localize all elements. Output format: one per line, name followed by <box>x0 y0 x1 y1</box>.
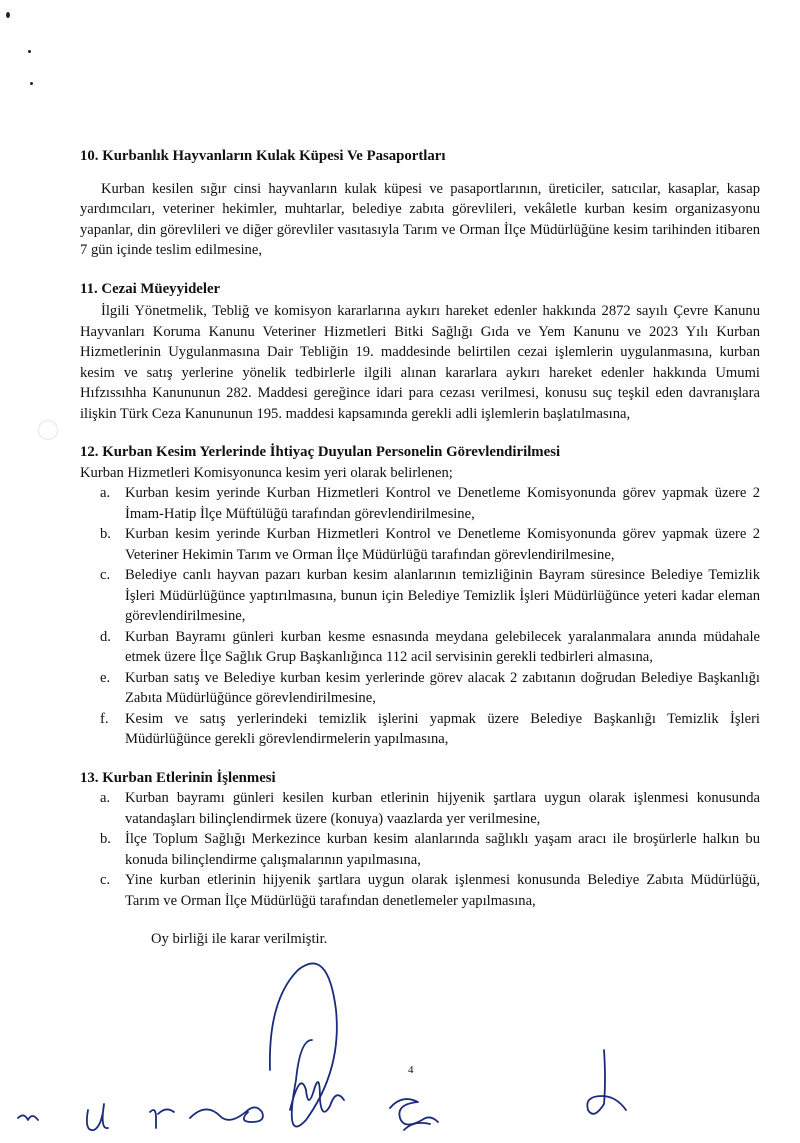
scan-mark <box>6 12 10 18</box>
signature-strokes <box>18 963 626 1130</box>
section-11-title: 11. Cezai Müeyyideler <box>80 280 221 297</box>
list-item-text: İlçe Toplum Sağlığı Merkezince kurban kesim alanlarında sağlıklı yaşam aracı ile broşürlerle halkın bu konuda bilinçlendirme çalışmalarının yapılmasına, <box>125 831 760 868</box>
section-10-title: 10. Kurbanlık Hayvanların Kulak Küpesi Ve Pasaportları <box>80 148 446 164</box>
list-item <box>80 788 760 829</box>
signature-2 <box>87 1104 108 1130</box>
list-item-label: d. <box>100 628 111 645</box>
list-item <box>80 709 760 750</box>
list-item-label: b. <box>100 831 111 847</box>
signature-4 <box>190 1107 263 1122</box>
signature-6 <box>290 1082 344 1112</box>
signature-1 <box>18 1115 38 1120</box>
list-item-text: Kurban satış ve Belediye kurban kesim yerlerinde görev alacak 2 zabıtanın doğrudan Belediye Başkanlığı Zabıta Müdürlüğünce görevlendirilmesine, <box>125 669 760 706</box>
list-item <box>80 565 760 627</box>
signature-7 <box>390 1099 438 1130</box>
list-item-text: Yine kurban etlerinin hijyenik şartlara uygun olarak işlenmesi konusunda Belediye Zabıta Müdürlüğü, Tarım ve Orman İlçe Müdürlüğü tarafından denetlemeler yapılmasına, <box>125 872 760 909</box>
list-item <box>80 483 760 524</box>
punch-hole-mark <box>38 420 58 440</box>
scan-mark <box>30 82 33 85</box>
list-item-text: Kurban bayramı günleri kesilen kurban etlerinin hijyenik şartlara uygun olarak işlenmesi konusunda vatandaşları bilinçlendirmek üzere (konuya) vaazlarda yer verilmesine, <box>125 790 760 827</box>
page-number: 4 <box>408 1064 414 1076</box>
section-12-intro: Kurban Hizmetleri Komisyonunca kesim yeri olarak belirlenen; <box>80 464 453 481</box>
document-body <box>80 146 760 964</box>
signatures <box>0 940 800 1143</box>
list-item-text: Kesim ve satış yerlerindeki temizlik işlerini yapmak üzere Belediye Başkanlığı Temizlik İşleri Müdürlüğünce gerekli görevlendirmelerin yapılmasına, <box>125 710 760 747</box>
list-item <box>80 627 760 668</box>
section-12-title: 12. Kurban Kesim Yerlerinde İhtiyaç Duyulan Personelin Görevlendirilmesi <box>80 444 561 460</box>
list-item-label: a. <box>100 790 111 806</box>
section-12-list <box>80 483 760 750</box>
list-item-label: a. <box>100 485 111 501</box>
list-item <box>80 668 760 709</box>
section-11-paragraph: İlgili Yönetmelik, Tebliğ ve komisyon kararlarına aykırı hareket edenler hakkında 2872 sayılı Çevre Kanunu Hayvanları Koruma Kanunu Veteriner Hizmetleri Bitki Sağlığı Gıda ve Yem Kanunu ve 2023 Yılı Kurban Hizmetlerinin Uygulanmasına Dair Tebliğin 19. maddesinde belirtilen cezai işlemlerin uygulanmasına, kurban kesim ve satış yerlerine yönelik tedbirlerle ilgili alınan kararlara aykırı hareket edenler hakkında Umumi Hıfzıssıhha Kanununun 282. Maddesi gereğince idari para cezası verilmesi, konusu suç teşkil eden davranışlara ilişkin Türk Ceza Kanununun 195. maddesi kapsamında gerekli adli işlemlerin başlatılmasına, <box>80 303 760 422</box>
section-10-paragraph: Kurban kesilen sığır cinsi hayvanların kulak küpesi ve pasaportlarının, üreticiler, satıcılar, kasaplar, kasap yardımcıları, veteriner hekimler, muhtarlar, belediye zabıta görevlileri, vekâletle kurban kesim organizasyonu yapanlar, din görevlileri ve diğer görevliler vasıtasıyla Tarım ve Orman İlçe Müdürlüğüne kesim tarihinden itibaren 7 gün içinde teslim edilmesine, <box>80 180 760 258</box>
list-item <box>80 870 760 911</box>
list-item-text: Kurban kesim yerinde Kurban Hizmetleri Kontrol ve Denetleme Komisyonunda görev yapmak üzere 2 İmam-Hatip İlçe Müftülüğü tarafından görevlendirilmesine, <box>125 485 760 522</box>
list-item-label: c. <box>100 567 111 583</box>
signature-5 <box>270 963 337 1126</box>
section-13-list <box>80 788 760 911</box>
list-item-text: Belediye canlı hayvan pazarı kurban kesim alanlarının temizliğinin Bayram süresince Belediye Temizlik İşleri Müdürlüğünce yaptırılmasına, bunun için Belediye Temizlik İşleri Müdürlüğünce yeteri kadar eleman görevlendirilmesine, <box>125 567 760 624</box>
list-item-text: Kurban kesim yerinde Kurban Hizmetleri Kontrol ve Denetleme Komisyonunda görev yapmak üzere 2 Veteriner Hekimin Tarım ve Orman İlçe Müdürlüğü tarafından görevlendirilmesine, <box>125 526 760 563</box>
list-item-text: Kurban Bayramı günleri kurban kesme esnasında meydana gelebilecek yaralanmalara anında müdahale etmek üzere İlçe Sağlık Grup Başkanlığınca 112 acil servisinin gerekli tedbirleri almasına, <box>125 628 760 665</box>
list-item-label: b. <box>100 526 111 542</box>
list-item-label: f. <box>100 710 109 727</box>
list-item <box>80 829 760 870</box>
signature-3 <box>150 1109 174 1128</box>
scan-mark <box>28 50 31 53</box>
section-13-title: 13. Kurban Etlerinin İşlenmesi <box>80 769 276 786</box>
list-item-label: c. <box>100 872 111 888</box>
list-item-label: e. <box>100 669 111 686</box>
closing-statement: Oy birliği ile karar verilmiştir. <box>151 931 328 947</box>
list-item <box>80 524 760 565</box>
signature-8 <box>587 1050 626 1114</box>
